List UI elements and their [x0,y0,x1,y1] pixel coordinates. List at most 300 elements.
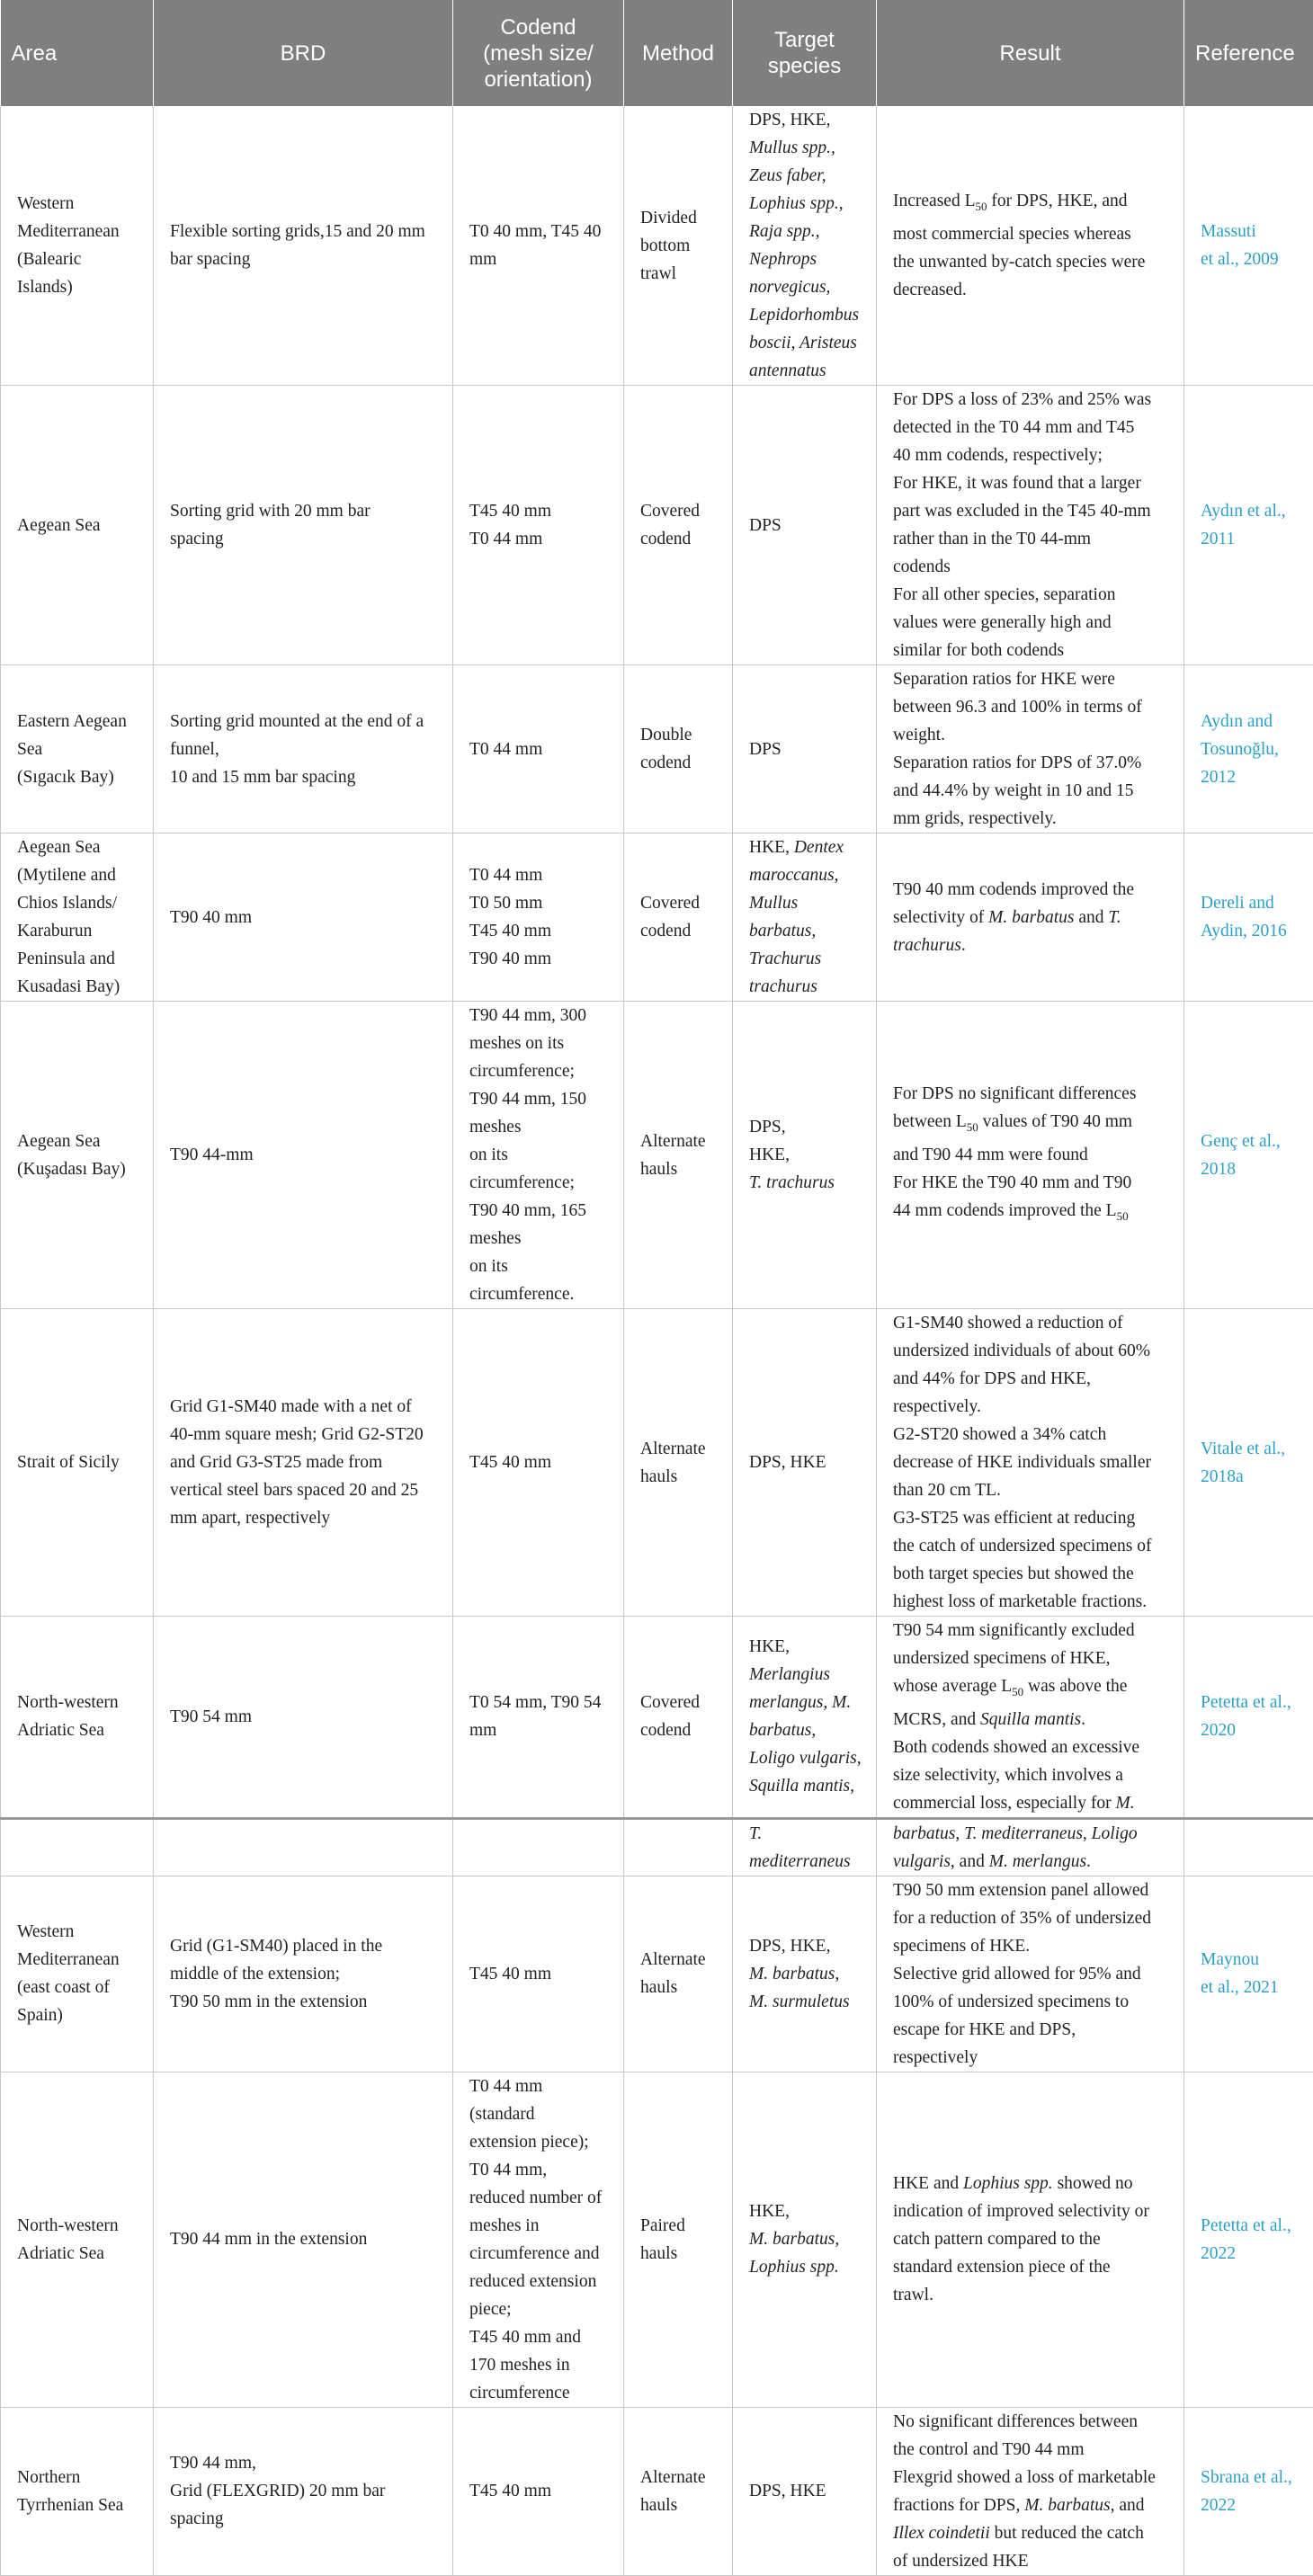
area-cell [1,106,154,386]
codend-cell-line: T45 40 mm [469,497,611,525]
brd-cell [154,2072,453,2407]
table-row [1,833,1313,1002]
reference-link-line: Sbrana et al., [1201,2464,1300,2491]
brd-cell-line: funnel, [170,735,440,763]
result-line: size selectivity, which involves a [893,1761,1171,1789]
codend-cell-line: meshes on its [469,1030,611,1057]
species-cell [733,2072,877,2407]
brd-cell [154,2407,453,2575]
result-line: For all other species, separation [893,581,1171,609]
area-cell-line: North-western [17,2212,140,2240]
table-row [1,2072,1313,2407]
species-line: barbatus, [749,1716,863,1744]
method-cell [624,106,733,386]
table-row [1,1617,1313,1819]
method-cell-line: codend [640,917,719,945]
reference-link-line: et al., 2021 [1201,1974,1300,2001]
result-line: weight. [893,721,1171,749]
result-line: For DPS a loss of 23% and 25% was [893,386,1171,414]
codend-cell-line: (standard [469,2100,611,2128]
reference-link-line: Tosunoğlu, [1201,735,1300,763]
codend-cell [453,386,624,665]
reference-link-line: Petetta et al., [1201,2212,1300,2240]
result-line: standard extension piece of the [893,2253,1171,2281]
result-line: barbatus, T. mediterraneus, Loligo [893,1820,1171,1848]
method-cell-line: Alternate [640,1946,719,1974]
area-cell-line: Kusadasi Bay) [17,973,140,1001]
brd-cell [154,833,453,1002]
codend-cell-line: on its [469,1252,611,1280]
codend-cell [453,106,624,386]
result-line: specimens of HKE. [893,1932,1171,1960]
codend-cell-line: T0 50 mm [469,889,611,917]
brd-cell [154,1309,453,1617]
codend-cell [453,1617,624,1819]
reference-link[interactable] [1184,1876,1313,2072]
species-line: Mullus [749,889,863,917]
brd-cell-line: spacing [170,2505,440,2533]
species-cell [733,106,877,386]
result-line: for a reduction of 35% of undersized [893,1904,1171,1932]
area-cell-line: Northern [17,2464,140,2491]
reference-link-line: 2022 [1201,2491,1300,2519]
species-line: Lophius spp. [749,2253,863,2281]
species-line: M. barbatus, [749,2225,863,2253]
header-method: Method [624,0,733,106]
method-cell-line: Alternate [640,1128,719,1155]
species-line: merlangus, M. [749,1689,863,1716]
result-line: most commercial species whereas [893,220,1171,248]
area-cell [1,1876,154,2072]
area-cell [1,1617,154,1819]
result-cell [877,665,1184,833]
species-line: Trachurus [749,945,863,973]
result-line: between $L_{50}$ values of T90 40 mm [893,1108,1171,1141]
area-cell-line: Aegean Sea [17,1128,140,1155]
codend-cell-line: T45 40 mm [469,2477,611,2505]
method-cell-line: Paired [640,2212,719,2240]
codend-cell-line: meshes [469,1225,611,1252]
result-line: the control and T90 44 mm [893,2436,1171,2464]
brd-cell [154,1002,453,1309]
codend-cell-line: T0 44 mm [469,861,611,889]
result-line: values were generally high and [893,609,1171,637]
result-cell [877,2407,1184,2575]
brd-cell-line: mm apart, respectively [170,1504,440,1532]
result-line: the catch of undersized specimens of [893,1532,1171,1560]
reference-link-line: 2020 [1201,1716,1300,1744]
codend-cell-line: T0 54 mm, T90 54 [469,1689,611,1716]
codend-cell-line: reduced number of [469,2184,611,2212]
codend-cell-line: T0 44 mm, [469,2156,611,2184]
codend-cell-line: on its [469,1141,611,1169]
reference-link-line: Dereli and [1201,889,1300,917]
reference-link[interactable] [1184,386,1313,665]
species-line: DPS [749,512,863,539]
method-cell-line: Alternate [640,1435,719,1463]
reference-link[interactable] [1184,1309,1313,1617]
result-line: similar for both codends [893,637,1171,664]
result-line: the unwanted by-catch species were [893,248,1171,276]
table-row [1,106,1313,386]
brd-cell [154,386,453,665]
method-cell-line: Divided [640,204,719,232]
species-line: Lophius spp., [749,190,863,218]
species-line: Nephrops [749,245,863,273]
reference-link-line: 2022 [1201,2240,1300,2268]
species-line: DPS [749,735,863,763]
result-line: respectively [893,2044,1171,2072]
reference-link[interactable] [1184,833,1313,1002]
brd-cell [154,1818,453,1876]
codend-cell [453,1876,624,2072]
species-line: antennatus [749,357,863,385]
header-reference: Reference [1184,0,1313,106]
species-line: DPS, HKE, [749,1932,863,1960]
result-line: escape for HKE and DPS, [893,2016,1171,2044]
method-cell [624,1876,733,2072]
result-line: Separation ratios for HKE were [893,665,1171,693]
table-row [1,665,1313,833]
area-cell-line: (Kuşadası Bay) [17,1155,140,1183]
result-line: mm grids, respectively. [893,805,1171,833]
codend-cell [453,2407,624,2575]
brd-cell-line: T90 44 mm, [170,2449,440,2477]
species-line: Squilla mantis, [749,1772,863,1800]
codend-cell-line: mm [469,245,611,273]
area-cell-line: Islands) [17,273,140,301]
area-cell-line: Adriatic Sea [17,2240,140,2268]
brd-cell-line: Sorting grid with 20 mm bar [170,497,440,525]
species-line: DPS, HKE [749,2477,863,2505]
brd-cell [154,106,453,386]
codend-cell-line: circumference [469,2379,611,2407]
brd-cell-line: vertical steel bars spaced 20 and 25 [170,1476,440,1504]
codend-cell [453,2072,624,2407]
reference-link[interactable] [1184,2407,1313,2575]
codend-cell-line: meshes [469,1113,611,1141]
species-cell [733,2407,877,2575]
codend-cell-line: piece; [469,2295,611,2323]
area-cell-line: (Mytilene and [17,861,140,889]
method-cell [624,2407,733,2575]
method-cell [624,665,733,833]
method-cell-line: hauls [640,1974,719,2001]
reference-link-line: Aydin, 2016 [1201,917,1300,945]
header-codend: Codend (mesh size/ orientation) [453,0,624,106]
reference-link-line: Aydın et al., [1201,497,1300,525]
codend-cell-line: circumference; [469,1169,611,1197]
method-cell [624,1617,733,1819]
result-line: whose average $L_{50}$ was above the [893,1672,1171,1706]
result-line: MCRS, and Squilla mantis. [893,1706,1171,1734]
result-line: decrease of HKE individuals smaller [893,1448,1171,1476]
species-line: DPS, HKE, [749,106,863,134]
codend-cell-line: T0 40 mm, T45 40 [469,218,611,245]
codend-cell-line: extension piece); [469,2128,611,2156]
reference-link[interactable] [1184,1002,1313,1309]
area-cell-line: Mediterranean [17,1946,140,1974]
area-cell [1,2407,154,2575]
result-line: indication of improved selectivity or [893,2197,1171,2225]
area-cell [1,1818,154,1876]
reference-link-line: Massuti [1201,218,1300,245]
reference-link-line: Petetta et al., [1201,1689,1300,1716]
table-row [1,1818,1313,1876]
reference-link-line: 2018a [1201,1463,1300,1491]
table-row [1,2407,1313,2575]
method-cell-line: hauls [640,2240,719,2268]
area-cell-line: (Sıgacık Bay) [17,763,140,791]
brd-cell-line: Flexible sorting grids,15 and 20 mm [170,218,440,245]
area-cell [1,386,154,665]
codend-cell [453,1818,624,1876]
result-line: T90 50 mm extension panel allowed [893,1876,1171,1904]
species-cell [733,833,877,1002]
method-cell-line: Covered [640,1689,719,1716]
result-line: and 44% for DPS and HKE, [893,1365,1171,1393]
species-line: HKE, [749,1633,863,1661]
brd-cell [154,1617,453,1819]
method-cell [624,386,733,665]
species-line: barbatus, [749,917,863,945]
table-row [1,1876,1313,2072]
area-cell-line: Strait of Sicily [17,1448,140,1476]
result-cell [877,386,1184,665]
reference-link-line: Genç et al., [1201,1128,1300,1155]
header-area: Area [1,0,154,106]
result-cell [877,106,1184,386]
result-line: and 44.4% by weight in 10 and 15 [893,777,1171,805]
result-line: between 96.3 and 100% in terms of [893,693,1171,721]
method-cell-line: codend [640,749,719,777]
method-cell [624,1818,733,1876]
species-line: Loligo vulgaris, [749,1744,863,1772]
result-line: undersized individuals of about 60% [893,1337,1171,1365]
reference-link [1184,1818,1313,1876]
brd-cell-line: bar spacing [170,245,440,273]
codend-cell-line: circumference; [469,1057,611,1085]
result-line: No significant differences between [893,2408,1171,2436]
brd-cell-line: Grid (FLEXGRID) 20 mm bar [170,2477,440,2505]
header-result: Result [877,0,1184,106]
result-line: Both codends showed an excessive [893,1734,1171,1761]
area-cell-line: Chios Islands/ [17,889,140,917]
codend-cell-line: T45 40 mm and [469,2323,611,2351]
codend-cell-line: T90 44 mm, 150 [469,1085,611,1113]
brd-cell [154,665,453,833]
species-line: Mullus spp., [749,134,863,162]
result-line: 40 mm codends, respectively; [893,441,1171,469]
reference-link-line: Maynou [1201,1946,1300,1974]
area-cell [1,1309,154,1617]
result-line: For HKE, it was found that a larger [893,469,1171,497]
species-line: M. surmuletus [749,1988,863,2016]
brd-cell-line: T90 54 mm [170,1703,440,1731]
result-line: detected in the T0 44 mm and T45 [893,414,1171,441]
codend-cell [453,833,624,1002]
brd-cell [154,1876,453,2072]
codend-cell-line: T90 40 mm [469,945,611,973]
codend-cell-line: 170 meshes in [469,2351,611,2379]
codend-cell-line: T0 44 mm [469,525,611,553]
header-row [1,0,1313,106]
result-line: G3-ST25 was efficient at reducing [893,1504,1171,1532]
codend-cell-line: T45 40 mm [469,917,611,945]
species-line: mediterraneus [749,1848,863,1876]
brd-cell-line: T90 44-mm [170,1141,440,1169]
result-line: vulgaris, and M. merlangus. [893,1848,1171,1876]
result-line: 44 mm codends improved the $L_{50}$ [893,1197,1171,1230]
codend-cell-line: T45 40 mm [469,1448,611,1476]
result-line: For HKE the T90 40 mm and T90 [893,1169,1171,1197]
species-line: trachurus [749,973,863,1001]
result-line: rather than in the T0 44-mm [893,525,1171,553]
result-line: Flexgrid showed a loss of marketable [893,2464,1171,2491]
result-line: respectively. [893,1393,1171,1421]
result-line: of undersized HKE [893,2547,1171,2575]
species-line: Zeus faber, [749,162,863,190]
reference-link-line: 2012 [1201,763,1300,791]
brd-cell-line: 40-mm square mesh; Grid G2-ST20 [170,1421,440,1448]
area-cell-line: Western [17,1918,140,1946]
species-line: norvegicus, [749,273,863,301]
codend-cell-line: circumference and [469,2240,611,2268]
result-line: highest loss of marketable fractions. [893,1588,1171,1616]
result-line: HKE and Lophius spp. showed no [893,2170,1171,2197]
codend-cell-line: circumference. [469,1280,611,1308]
species-line: M. barbatus, [749,1960,863,1988]
result-line: G1-SM40 showed a reduction of [893,1309,1171,1337]
reference-link-line: et al., 2009 [1201,245,1300,273]
area-cell-line: Peninsula and [17,945,140,973]
result-line: both target species but showed the [893,1560,1171,1588]
species-cell [733,1002,877,1309]
species-line: HKE, Dentex [749,833,863,861]
area-cell [1,833,154,1002]
brd-cell-line: T90 40 mm [170,904,440,931]
brd-cell-line: middle of the extension; [170,1960,440,1988]
area-cell-line: Mediterranean [17,218,140,245]
result-cell [877,833,1184,1002]
area-cell-line: Adriatic Sea [17,1716,140,1744]
result-line: and T90 44 mm were found [893,1141,1171,1169]
result-line: codends [893,553,1171,581]
method-cell-line: Covered [640,497,719,525]
area-cell-line: North-western [17,1689,140,1716]
result-line: Separation ratios for DPS of 37.0% [893,749,1171,777]
method-cell-line: Covered [640,889,719,917]
table-row [1,1309,1313,1617]
reference-link[interactable] [1184,2072,1313,2407]
method-cell-line: codend [640,525,719,553]
result-cell [877,1876,1184,2072]
result-line: Illex coindetii but reduced the catch [893,2519,1171,2547]
method-cell-line: bottom [640,232,719,260]
brd-cell-line: T90 50 mm in the extension [170,1988,440,2016]
species-line: HKE, [749,1141,863,1169]
method-cell-line: trawl [640,260,719,288]
codend-cell-line: T0 44 mm [469,735,611,763]
codend-cell-line: T0 44 mm [469,2072,611,2100]
reference-link[interactable] [1184,106,1313,386]
codend-cell-line: mm [469,1716,611,1744]
reference-link-line: 2011 [1201,525,1300,553]
area-cell-line: Tyrrhenian Sea [17,2491,140,2519]
brd-cell-line: spacing [170,525,440,553]
reference-link[interactable] [1184,665,1313,833]
result-line: T90 40 mm codends improved the [893,876,1171,904]
result-line: Selective grid allowed for 95% and [893,1960,1171,1988]
result-cell [877,1818,1184,1876]
result-line: selectivity of M. barbatus and T. [893,904,1171,931]
area-cell-line: Aegean Sea [17,512,140,539]
brd-cell-line: 10 and 15 mm bar spacing [170,763,440,791]
result-line: undersized specimens of HKE, [893,1645,1171,1672]
result-line: fractions for DPS, M. barbatus, and [893,2491,1171,2519]
area-cell-line: Spain) [17,2001,140,2029]
result-line: T90 54 mm significantly excluded [893,1617,1171,1645]
species-cell [733,1818,877,1876]
result-line: trachurus. [893,931,1171,959]
result-line: G2-ST20 showed a 34% catch [893,1421,1171,1448]
species-cell [733,386,877,665]
result-line: Increased $L_{50}$ for DPS, HKE, and [893,187,1171,220]
method-cell [624,833,733,1002]
result-line: than 20 cm TL. [893,1476,1171,1504]
species-line: T. trachurus [749,1169,863,1197]
area-cell-line: Sea [17,735,140,763]
method-cell-line: hauls [640,2491,719,2519]
species-cell [733,1617,877,1819]
table-row [1,386,1313,665]
method-cell-line: hauls [640,1463,719,1491]
species-line: maroccanus, [749,861,863,889]
species-cell [733,1876,877,2072]
species-cell [733,1309,877,1617]
result-line: For DPS no significant differences [893,1080,1171,1108]
area-cell-line: (east coast of [17,1974,140,2001]
result-cell [877,1309,1184,1617]
species-line: Merlangius [749,1661,863,1689]
codend-cell [453,1002,624,1309]
species-line: Lepidorhombus [749,301,863,329]
reference-link[interactable] [1184,1617,1313,1819]
table-body [1,106,1313,2575]
codend-cell [453,1309,624,1617]
species-line: DPS, [749,1113,863,1141]
method-cell-line: Double [640,721,719,749]
area-cell-line: Western [17,190,140,218]
codend-cell [453,665,624,833]
brd-cell-line: Grid (G1-SM40) placed in the [170,1932,440,1960]
species-line: T. [749,1820,863,1848]
area-cell-line: Eastern Aegean [17,708,140,735]
brd-cell-line: and Grid G3-ST25 made from [170,1448,440,1476]
area-cell-line: (Balearic [17,245,140,273]
brd-cell-line: T90 44 mm in the extension [170,2225,440,2253]
method-cell-line: Alternate [640,2464,719,2491]
result-cell [877,1617,1184,1819]
reference-link-line: Aydın and [1201,708,1300,735]
method-cell-line: codend [640,1716,719,1744]
table-row [1,1002,1313,1309]
result-cell [877,1002,1184,1309]
area-cell [1,665,154,833]
method-cell [624,2072,733,2407]
area-cell [1,1002,154,1309]
result-line: part was excluded in the T45 40-mm [893,497,1171,525]
